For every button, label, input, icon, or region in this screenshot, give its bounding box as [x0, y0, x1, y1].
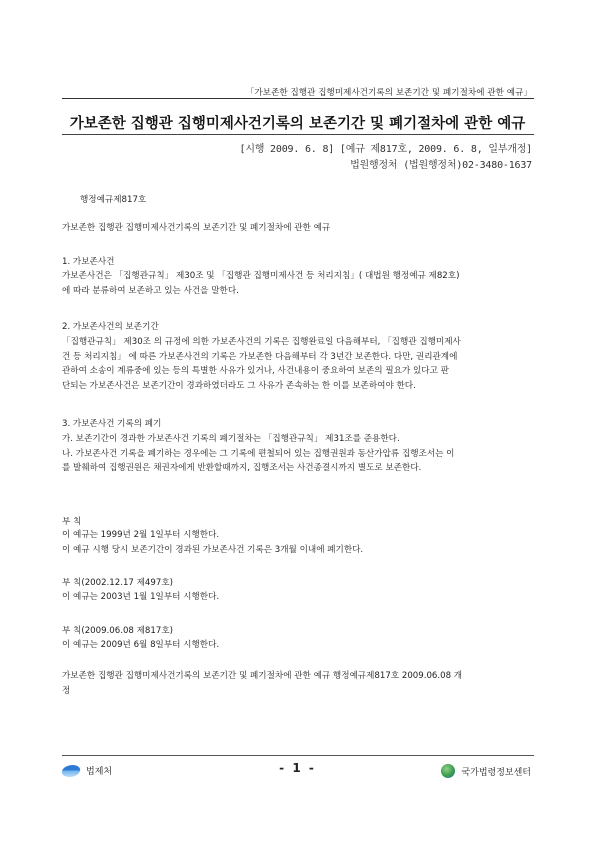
section-line: 관하여 소송이 계류중에 있는 등의 특별한 사유가 있거나, 사건내용이 중요하여 보존의 필요가 있다고 판	[62, 366, 449, 376]
section-heading: 1. 가보존사건	[62, 257, 115, 267]
closing-line: 정	[62, 685, 71, 696]
closing-line: 가보존한 집행관 집행미제사건기록의 보존기간 및 폐기절차에 관한 예규 행정예규제817호 2009.06.08 개	[62, 671, 463, 681]
section-line: 나. 가보존사건 기록을 폐기하는 경우에는 그 기록에 편철되어 있는 집행권원과 동산가압류 집행조서는 이	[62, 448, 455, 459]
section-line: 에 따라 분류하여 보존하고 있는 사건을 말한다.	[62, 285, 239, 296]
addendum-body	[62, 638, 532, 653]
addendum-body	[62, 528, 532, 557]
addendum-heading: 부 칙(2002.12.17 제497호)	[62, 578, 173, 588]
footer-left-label: 법제처	[86, 767, 113, 777]
addendum-line: 이 예규는 2009년 6월 8일부터 시행한다.	[62, 640, 220, 650]
section-body	[62, 335, 532, 393]
addendum-heading: 부 칙	[62, 517, 82, 527]
rule-number: 행정예규제817호	[80, 195, 147, 205]
footer-right-label: 국가법령정보센터	[461, 767, 531, 778]
section-body	[62, 432, 532, 476]
section-line: 가. 보존기간이 경과한 가보존사건 기록의 폐기절차는 「집행관규칙」 제31조를 준용한다.	[62, 434, 400, 444]
ministry-contact: 법원행정처 (법원행정처)02-3480-1637	[350, 160, 532, 171]
addendum-line: 이 예규는 2003년 1월 1일부터 시행한다.	[62, 592, 220, 602]
section-line: 단되는 가보존사건은 보존기간이 경과하였더라도 그 사유가 존속하는 한 이를 보존하여야 한다.	[62, 380, 416, 391]
addendum-line: 이 예규는 1999년 2월 1일부터 시행한다.	[62, 530, 220, 540]
section-line: 가보존사건은 「집행관규칙」 제30조 및 「집행관 집행미제사건 등 처리지침」( 대법원 행정예규 제82호)	[62, 271, 460, 281]
section-line: 를 발췌하여 집행권원은 채권자에게 반환할때까지, 집행조서는 사건종결시까지 별도로 보존한다.	[62, 463, 422, 473]
title-rule	[62, 134, 534, 135]
enforcement-info: [시행 2009. 6. 8] [예규 제817호, 2009. 6. 8, 일부개정]	[239, 144, 532, 155]
addendum-heading: 부 칙(2009.06.08 제817호)	[62, 626, 173, 636]
document-title: 가보존한 집행관 집행미제사건기록의 보존기간 및 폐기절차에 관한 예규	[69, 116, 526, 132]
header-rule	[62, 98, 534, 99]
addendum-line: 이 예규 시행 당시 보존기간이 경과된 가보존사건 기록은 3개월 이내에 폐기한다.	[62, 544, 364, 555]
footer-right	[441, 764, 531, 778]
law-center-logo-icon	[441, 764, 455, 778]
section-line: 「집행관규칙」 제30조 의 규정에 의한 가보존사건의 기록은 집행완료일 다음해부터, 「집행관 집행미제사	[62, 337, 461, 347]
page-number: - 1 -	[279, 761, 316, 775]
rule-name: 가보존한 집행관 집행미제사건기록의 보존기간 및 폐기절차에 관한 예규	[62, 223, 331, 233]
footer-rule	[62, 755, 534, 756]
section-heading: 2. 가보존사건의 보존기간	[62, 322, 159, 332]
closing-note	[62, 669, 532, 698]
section-body	[62, 269, 532, 298]
addendum-body	[62, 590, 532, 605]
section-heading: 3. 가보존사건 기록의 폐기	[62, 419, 162, 429]
running-header: 「가보존한 집행관 집행미제사건기록의 보존기간 및 폐기절차에 관한 예규」	[245, 88, 532, 98]
section-line: 건 등 처리지침」 에 따른 가보존사건의 기록은 가보존한 다음해부터 각 3년간 보존한다. 다만, 권리관계에	[62, 351, 458, 362]
